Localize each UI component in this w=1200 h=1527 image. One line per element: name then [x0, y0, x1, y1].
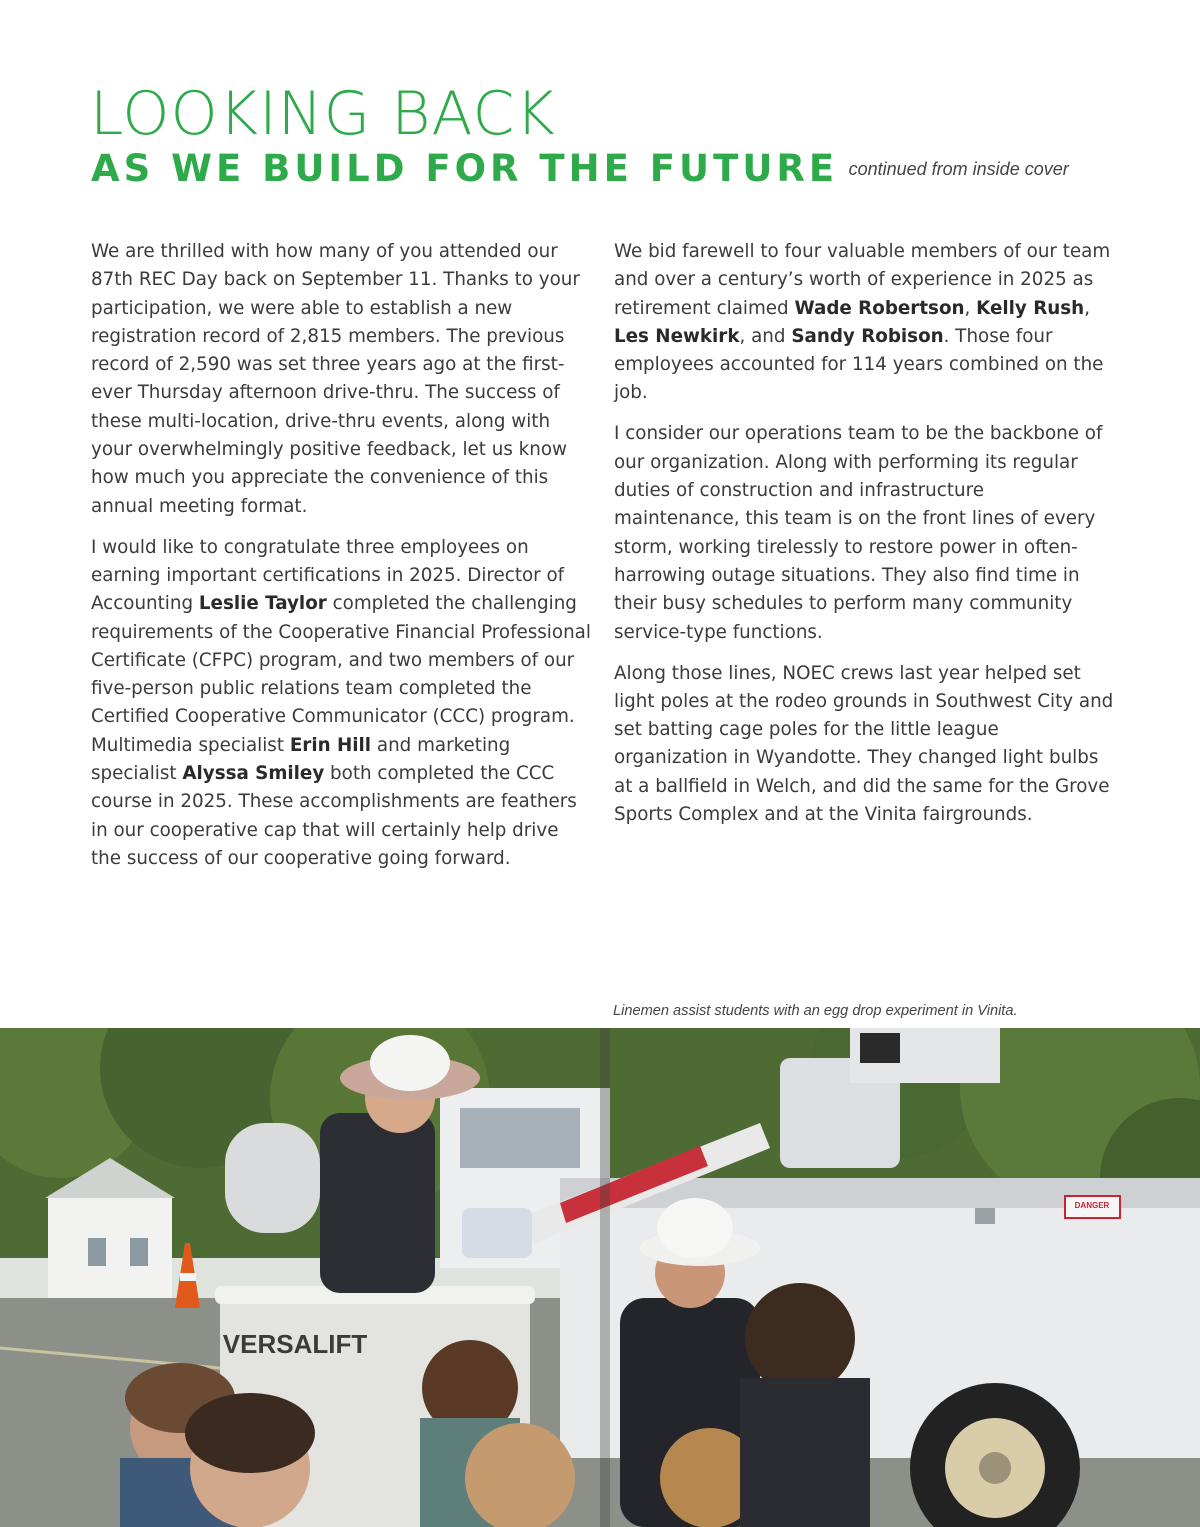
- page-title: LOOKING BACK: [90, 79, 556, 149]
- left-column: [91, 238, 591, 886]
- name-erin-hill: Erin Hill: [289, 734, 372, 756]
- text-run: I would like to congratulate three employees on earning important certifications in 2025. Director of Accounting: [91, 536, 565, 615]
- text-run: and marketing specialist: [91, 734, 511, 785]
- text-run: both completed the CCC course in 2025. These accomplishments are feathers in our cooperative cap that will certainly help drive the success of our cooperative going forward.: [91, 763, 577, 869]
- photo-caption: Linemen assist students with an egg drop experiment in Vinita.: [613, 1003, 1018, 1019]
- danger-label: DANGER: [1074, 1201, 1110, 1210]
- subtitle-row: [91, 146, 1069, 192]
- continued-note: continued from inside cover: [848, 159, 1069, 179]
- text-run: ,: [1084, 297, 1090, 319]
- text-run: We bid farewell to four valuable members of our team and over a century’s worth of experience in 2025 as retirement claimed: [614, 241, 1111, 319]
- photo-illustration: [0, 1028, 1200, 1527]
- name-alyssa-smiley: Alyssa Smiley: [182, 763, 325, 785]
- right-column: [614, 238, 1114, 842]
- name-wade-robertson: Wade Robertson: [794, 297, 965, 319]
- paragraph-operations: I consider our operations team to be the backbone of our organization. Along with performing its regular duties of construction and infrastructure maintenance, this team is on the front lines of every storm, working tirelessly to restore power in often-harrowing outage situations. They also find time in their busy schedules to perform many community service-type functions.: [614, 423, 1103, 643]
- name-sandy-robison: Sandy Robison: [791, 325, 944, 347]
- text-run: . Those four employees accounted for 114 years combined on the job.: [614, 325, 1104, 404]
- paragraph-rec-day: We are thrilled with how many of you attended our 87th REC Day back on September 11. Thanks to your participation, we were able to establish a new registration record of 2,815 members. The previous record of 2,590 was set three years ago at the first-ever Thursday afternoon drive-thru. The success of these multi-location, drive-thru events, along with your overwhelmingly positive feedback, let us know how much you appreciate the convenience of this annual meeting format.: [91, 241, 580, 517]
- bucket-brand: VERSALIFT: [222, 1329, 368, 1359]
- lineman-ground-hard-hat: [657, 1198, 733, 1258]
- cable-spool: [225, 1123, 320, 1233]
- page-subtitle: AS WE BUILD FOR THE FUTURE: [91, 147, 839, 190]
- lineman-bucket: [320, 1113, 435, 1293]
- name-les-newkirk: Les Newkirk: [614, 325, 740, 347]
- text-run: completed the challenging requirements of the Cooperative Financial Professional Certificate (CFPC) program, and two members of our five-person public relations team completed the Certified Cooperative Communicator (CCC) program. Multimedia specialist: [91, 593, 591, 756]
- name-leslie-taylor: Leslie Taylor: [198, 593, 327, 615]
- name-kelly-rush: Kelly Rush: [976, 297, 1085, 319]
- lineman-hard-hat: [370, 1035, 450, 1091]
- paragraph-retirements: [614, 238, 1114, 408]
- photo-linemen-egg-drop: [0, 1028, 1200, 1527]
- text-run: , and: [739, 325, 792, 347]
- text-run: ,: [964, 297, 977, 319]
- house: [48, 1198, 172, 1298]
- egg-package: [462, 1208, 532, 1258]
- paragraph-community: Along those lines, NOEC crews last year helped set light poles at the rodeo grounds in Southwest City and set batting cage poles for the little league organization in Wyandotte. They changed light bulbs at a ballfield in Welch, and did the same for the Grove Sports Complex and at the Vinita fairgrounds.: [614, 662, 1114, 826]
- paragraph-certifications: [91, 534, 591, 874]
